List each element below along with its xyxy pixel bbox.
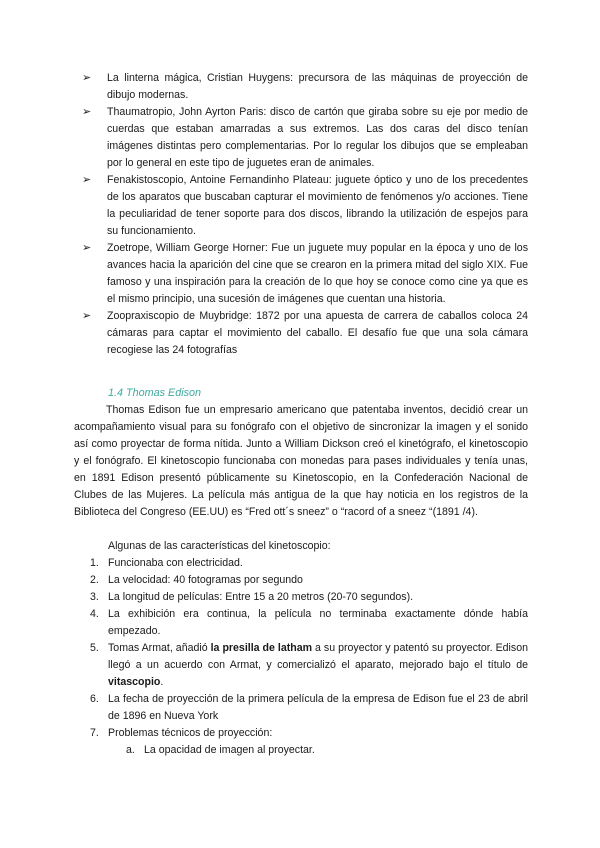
bold-term: la presilla de latham	[210, 642, 313, 654]
arrow-bullet-icon: ➢	[82, 310, 92, 322]
list-item: ➢ La linterna mágica, Cristian Huygens: precursora de las máquinas de proyección de dibujo modernas.	[82, 72, 528, 101]
arrow-bullet-icon: ➢	[82, 106, 92, 118]
list-number: 1.	[90, 557, 99, 569]
list-item: ➢ Fenakistoscopio, Antoine Fernandinho Plateau: juguete óptico y uno de los precedentes de los aparatos que buscaban capturar el movimiento de fenómenos y/o acciones. Tiene la peculiaridad de tener soporte para dos discos, librando la utilización de espejos para su funcionamiento.	[82, 174, 528, 237]
list-number: 7.	[90, 727, 99, 739]
list-item: ➢ Zoetrope, William George Horner: Fue un juguete muy popular en la época y uno de los avances hacia la aparición del cine que se crearon en la primera mitad del siglo XIX. Fue famoso y una inspiración para la creación de lo que hoy se conoce como cine ya que es el mismo principio, una sucesión de imágenes que cuentan una historia.	[82, 242, 528, 305]
precursor-list	[74, 70, 528, 359]
list-item: 3. La longitud de películas: Entre 15 a 20 metros (20-70 segundos).	[74, 589, 528, 606]
list-item: 7. Problemas técnicos de proyección:	[74, 725, 528, 742]
list-item: 2. La velocidad: 40 fotogramas por segundo	[74, 572, 528, 589]
list-item: ➢ Zoopraxiscopio de Muybridge: 1872 por una apuesta de carrera de caballos coloca 24 cámaras para captar el movimiento del caballo. El desafío fue que una sola cámara recogiese las 24 fotografías	[82, 310, 528, 356]
list-item: 4. La exhibición era continua, la película no terminaba exactamente dónde había empezado.	[90, 608, 528, 637]
list-number: 4.	[90, 608, 99, 620]
list-item: a. La opacidad de imagen al proyectar.	[74, 742, 528, 759]
list-number: 2.	[90, 574, 99, 586]
list-item: 1. Funcionaba con electricidad.	[74, 555, 528, 572]
characteristics-list	[74, 555, 528, 742]
list-letter: a.	[126, 744, 135, 756]
sub-list	[74, 742, 528, 759]
arrow-bullet-icon: ➢	[82, 242, 92, 254]
section-paragraph: Thomas Edison fue un empresario americano que patentaba inventos, decidió crear un acompañamiento visual para su fonógrafo con el objetivo de sincronizar la imagen y el sonido así como proyectar de forma nítida. Junto a William Dickson creó el kinetógrafo, el kinetoscopio y el fonógrafo. El kinetoscopio funcionaba con monedas para pases individuales y tenía unas, en 1891 Edison presentó públicamente su Kinetoscopio, en la Confederación Nacional de Clubes de las Mujeres. La película más antigua de la que hay noticia en los registros de la Biblioteca del Congreso (EE.UU) es “Fred ott´s sneez” o “racord of a sneez “(1891 /4).	[74, 404, 528, 518]
list-number: 6.	[90, 693, 99, 705]
list-item: ➢ Thaumatropio, John Ayrton Paris: disco de cartón que giraba sobre su eje por medio de cuerdas que estaban amarradas a sus extremos. Las dos caras del disco tenían imágenes distintas pero complementarias. Por lo regular los dibujos que se empleaban por lo general en este tipo de juguetes eran de animales.	[82, 106, 528, 169]
characteristics-lead: Algunas de las características del kinetoscopio:	[108, 540, 331, 552]
bold-term: vitascopio	[108, 676, 161, 688]
arrow-bullet-icon: ➢	[82, 72, 92, 84]
list-number: 5.	[90, 642, 99, 654]
list-number: 3.	[90, 591, 99, 603]
list-item: 6. La fecha de proyección de la primera película de la empresa de Edison fue el 23 de abril de 1896 en Nueva York	[90, 693, 528, 722]
section-heading: 1.4 Thomas Edison	[108, 387, 202, 399]
arrow-bullet-icon: ➢	[82, 174, 92, 186]
list-item: 5. Tomas Armat, añadió la presilla de latham a su proyector y patentó su proyector. Edison llegó a un acuerdo con Armat, y comercializó el aparato, mejorado bajo el título de vitascopio.	[90, 642, 528, 688]
